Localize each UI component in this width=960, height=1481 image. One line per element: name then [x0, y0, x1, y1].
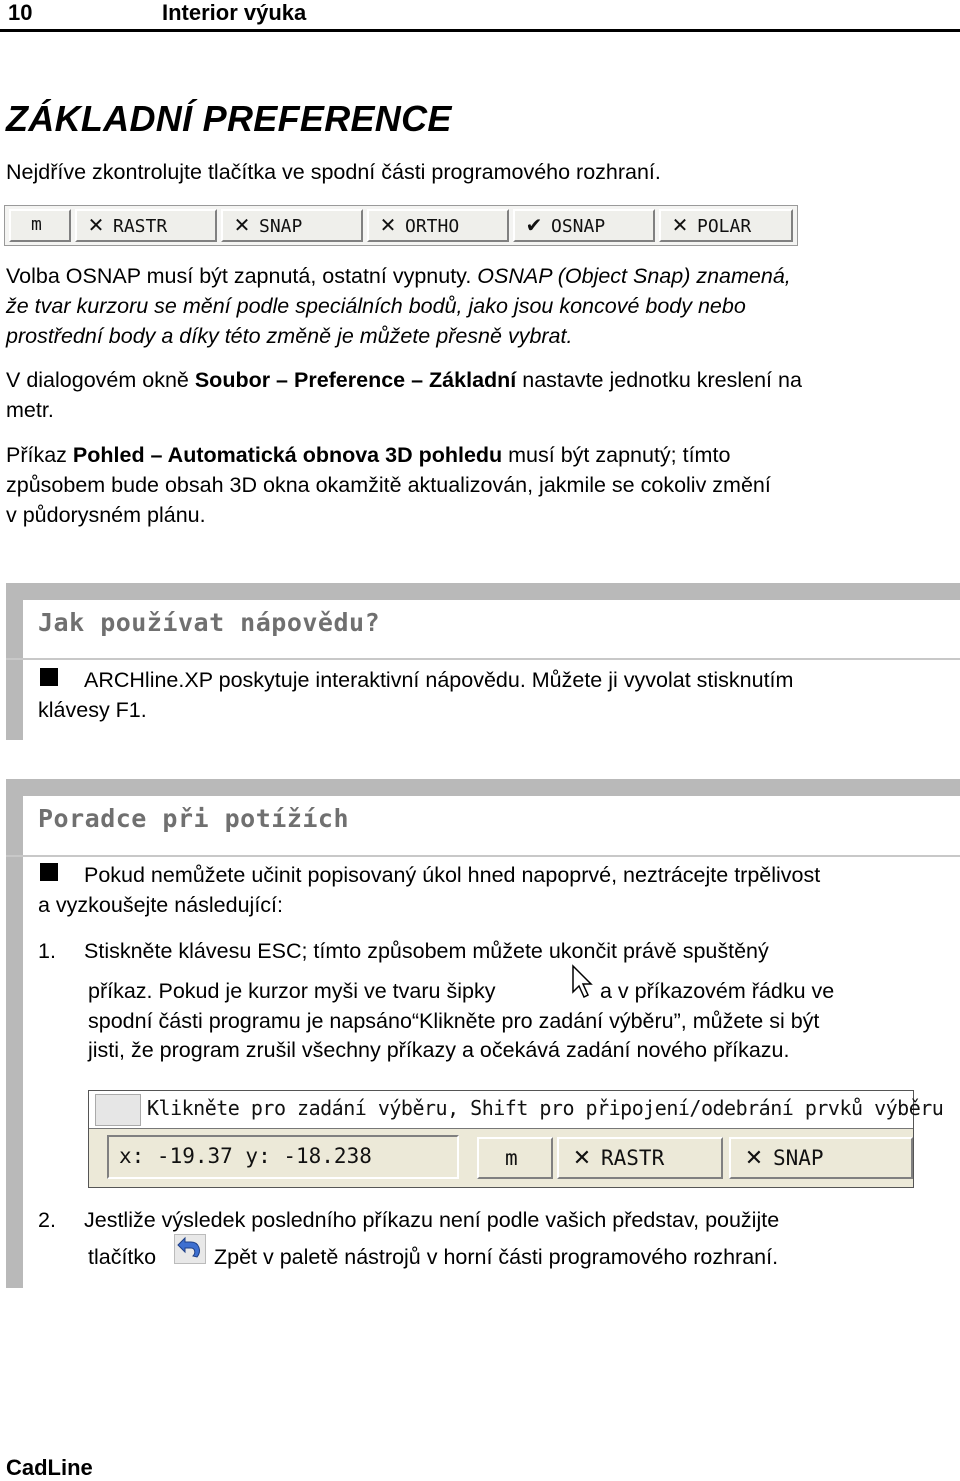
- command-prompt-text: Klikněte pro zadání výběru, Shift pro připojení/odebrání prvků výběru: [147, 1096, 944, 1120]
- m-button: [477, 1137, 553, 1179]
- snap-toggle: [221, 209, 363, 242]
- view-paragraph: [6, 440, 771, 530]
- rastr-label: RASTR: [113, 216, 168, 237]
- trouble-intro-line1: Pokud nemůžete učinit popisovaný úkol hned napoprvé, neztrácejte trpělivost: [84, 863, 821, 887]
- step1-line1: Stiskněte klávesu ESC; tímto způsobem můžete ukončit právě spuštěný: [84, 939, 769, 963]
- m-button-label: m: [31, 214, 42, 235]
- view-text-b: musí být zapnutý; tímto: [502, 443, 731, 467]
- intro-paragraph: Nejdříve zkontrolujte tlačítka ve spodní části programového rozhraní.: [6, 160, 661, 184]
- step2-number: 2.: [38, 1208, 56, 1232]
- step1-line3: spodní části programu je napsáno“Klikněte pro zadání výběru”, můžete si být: [88, 1009, 820, 1033]
- status-bar-image: [4, 205, 798, 246]
- polar-label: POLAR: [697, 216, 752, 237]
- step2-line1: Jestliže výsledek posledního příkazu není podle vašich představ, použijte: [84, 1208, 780, 1232]
- help-line1: ARCHline.XP poskytuje interaktivní nápovědu. Můžete ji vyvolat stisknutím: [84, 668, 794, 692]
- m-button: [9, 209, 71, 242]
- units-menu-path: Soubor – Preference – Základní: [194, 368, 517, 392]
- units-text-line2: metr.: [6, 398, 54, 422]
- osnap-text-plain: Volba OSNAP musí být zapnutá, ostatní vypnuty.: [6, 264, 478, 288]
- help-box-side-bar: [6, 583, 23, 740]
- prompt-square: [95, 1094, 141, 1126]
- help-line2: klávesy F1.: [38, 698, 147, 722]
- ortho-label: ORTHO: [405, 216, 460, 237]
- command-line-image: [88, 1090, 944, 1188]
- help-box-divider: [6, 658, 960, 660]
- step1-number: 1.: [38, 939, 56, 963]
- units-text-b: nastavte jednotku kreslení na: [516, 368, 802, 392]
- x-icon: ✕: [572, 1146, 592, 1171]
- view-text-a: Příkaz: [6, 443, 73, 467]
- step1-line4: jisti, že program zrušil všechny příkazy a očekává zadání nového příkazu.: [88, 1038, 790, 1062]
- snap-label: SNAP: [259, 216, 303, 237]
- step2-line2a: tlačítko: [88, 1245, 157, 1269]
- rastr-toggle: [557, 1137, 723, 1179]
- footer-brand: CadLine: [6, 1455, 93, 1480]
- arrow-cursor-icon: [570, 964, 598, 1000]
- x-icon: ✕: [87, 213, 105, 237]
- help-box-top-bar: [6, 583, 960, 600]
- snap-label: SNAP: [773, 1146, 824, 1170]
- osnap-text-line2: že tvar kurzoru se mění podle speciálních bodů, jako jsou koncové body nebo: [6, 294, 746, 318]
- view-text-line2: způsobem bude obsah 3D okna okamžitě aktualizován, jakmile se cokoliv změní: [6, 473, 771, 497]
- bullet-square: [40, 668, 58, 686]
- x-icon: ✕: [379, 213, 397, 237]
- units-paragraph: [6, 365, 802, 425]
- osnap-paragraph: [6, 261, 791, 351]
- rastr-toggle: [75, 209, 217, 242]
- bullet-square: [40, 863, 58, 881]
- view-text-line3: v půdorysném plánu.: [6, 503, 206, 527]
- header-rule: [0, 29, 960, 32]
- step2-line2b: Zpět v paletě nástrojů v horní části programového rozhraní.: [214, 1245, 779, 1269]
- osnap-toggle: [513, 209, 655, 242]
- polar-toggle: [659, 209, 793, 242]
- view-menu-path: Pohled – Automatická obnova 3D pohledu: [72, 443, 503, 467]
- section-heading: ZÁKLADNÍ PREFERENCE: [6, 98, 452, 139]
- step1-line2b: a v příkazovém řádku ve: [600, 979, 835, 1003]
- command-prompt-row: [89, 1091, 944, 1129]
- x-icon: ✕: [233, 213, 251, 237]
- ortho-toggle: [367, 209, 509, 242]
- trouble-box-top-bar: [6, 779, 960, 796]
- osnap-text-italic: OSNAP (Object Snap) znamená,: [477, 264, 791, 288]
- trouble-box-title: Poradce při potížích: [38, 804, 350, 833]
- undo-icon: [174, 1234, 206, 1264]
- check-icon: ✔: [525, 213, 543, 237]
- x-icon: ✕: [744, 1146, 764, 1171]
- trouble-box-divider: [6, 855, 960, 857]
- running-header-title: Interior výuka: [162, 0, 307, 25]
- help-box-title: Jak používat nápovědu?: [38, 608, 381, 637]
- rastr-label: RASTR: [601, 1146, 665, 1170]
- step1-line2a: příkaz. Pokud je kurzor myši ve tvaru šipky: [88, 979, 496, 1003]
- m-button-label: m: [505, 1146, 518, 1170]
- units-text-a: V dialogovém okně: [6, 368, 195, 392]
- trouble-intro-line2: a vyzkoušejte následující:: [38, 893, 283, 917]
- osnap-label: OSNAP: [551, 216, 606, 237]
- x-icon: ✕: [671, 213, 689, 237]
- snap-toggle: [729, 1137, 913, 1179]
- page-number: 10: [8, 0, 33, 25]
- osnap-text-line3: prostřední body a díky této změně je můžete přesně vybrat.: [6, 324, 573, 348]
- coordinate-readout: x: -19.37 y: -18.238: [107, 1135, 459, 1179]
